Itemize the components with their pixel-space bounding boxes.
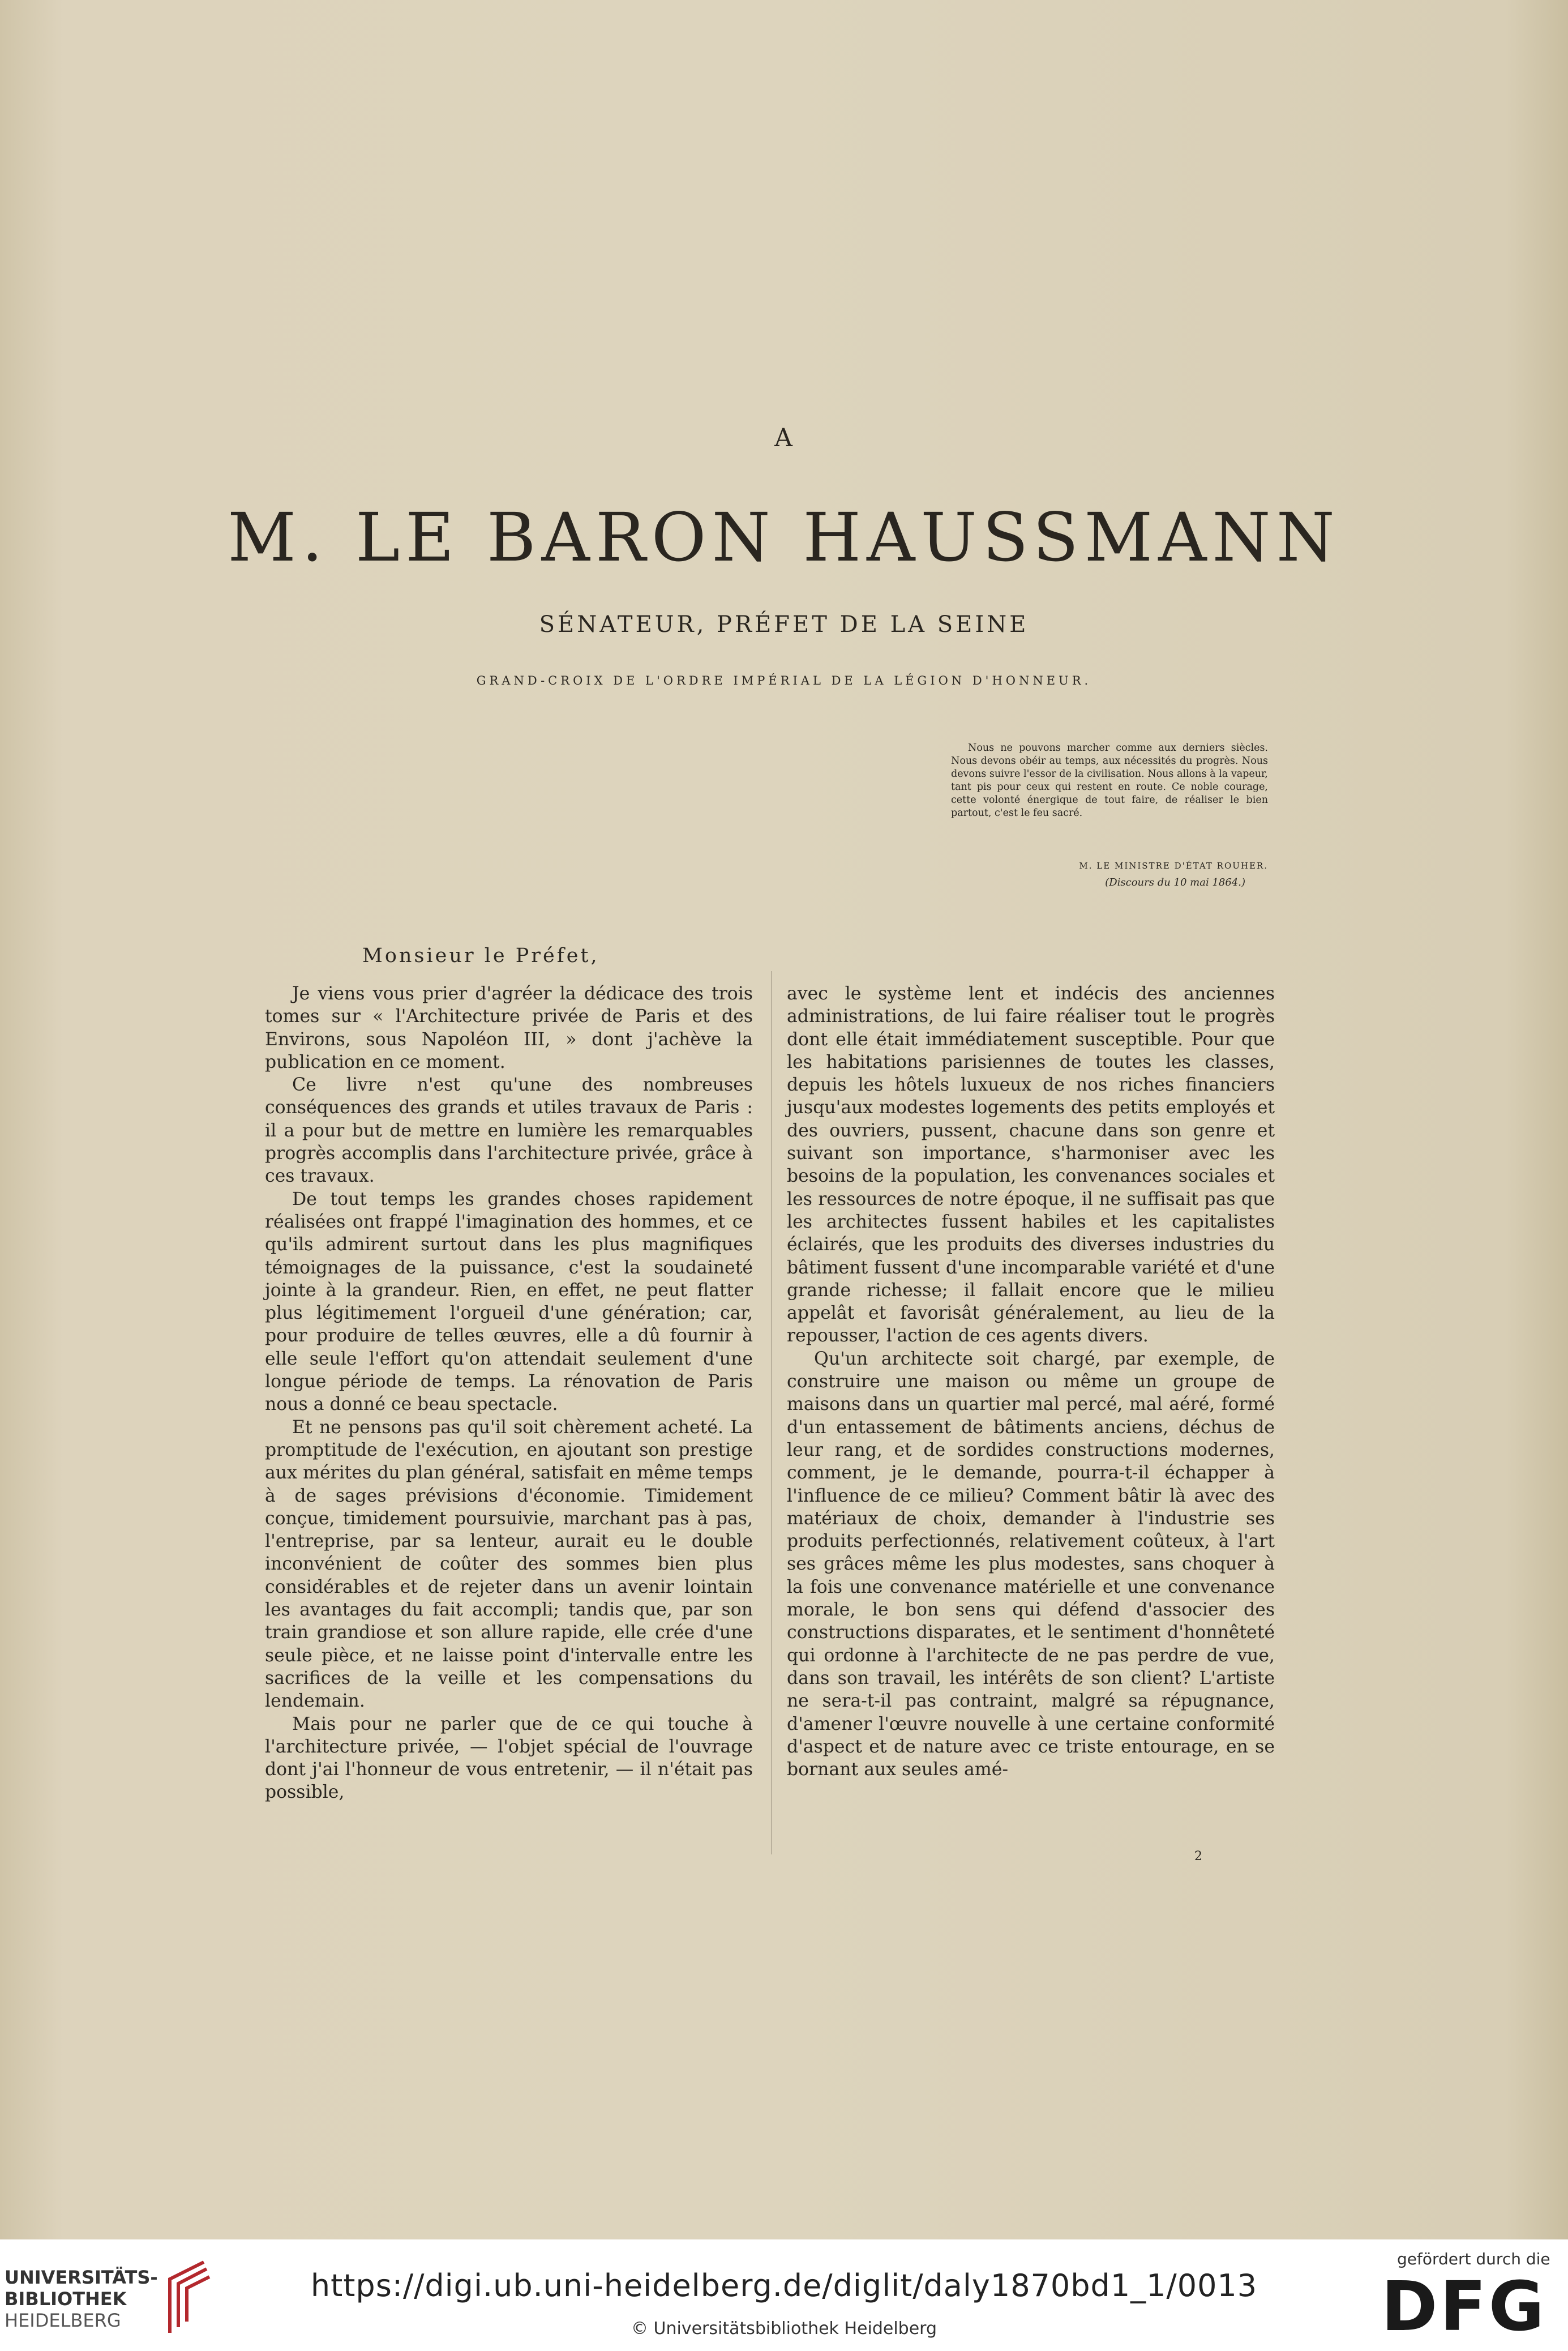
paragraph: Ce livre n'est qu'une des nombreuses conséquences des grands et utiles travaux de Paris : il a pour but de mettre en lumière les remarquables progrès accomplis dans l'architecture privée, grâce à ces travaux. bbox=[265, 1075, 753, 1187]
epigraph-attribution: M. LE MINISTRE D'ÉTAT ROUHER. bbox=[1079, 861, 1268, 871]
paragraph: avec le système lent et indécis des anciennes administrations, de lui faire réaliser tout le progrès dont elle était immédiatement susceptible. Pour que les habitations parisiennes de toutes les classes, depuis les hôtels luxueux de nos riches financiers jusqu'aux modestes logements des petits employés et des ouvriers, pussent, chacune dans son genre et suivant son importance, s'harmoniser avec les besoins de la population, les convenances sociales et les ressources de notre époque, il ne suffisait pas que les architectes fussent habiles et les capitalistes éclairés, que les produits des diverses industries du bâtiment fussent d'une incomparable variété et d'une grande richesse; il fallait encore que le milieu appelât et favorisât généralement, au lieu de la repousser, l'action de ces agents divers. bbox=[787, 984, 1275, 1347]
library-line: HEIDELBERG bbox=[5, 2310, 121, 2331]
right-column bbox=[787, 982, 1275, 1781]
page-title: M. LE BARON HAUSSMANN bbox=[228, 498, 1340, 576]
paragraph: Qu'un architecte soit chargé, par exemple, de construire une maison ou même un groupe de maisons dans un quartier mal percé, mal aéré, formé d'un entassement de bâtiments anciens, déchus de leur rang, et de sordides constructions modernes, comment, je le demande, pourra-t-il échapper à l'influence de ce milieu? Comment bâtir là avec des matériaux de choix, demander à l'industrie ses produits perfectionnés, relativement coûteux, à l'art ses grâces même les plus modestes, sans choquer à la fois une convenance matérielle et une convenance morale, le bon sens qui défend d'associer des constructions disparates, et le sentiment d'honnêteté qui ordonne à l'architecte de ne pas perdre de vue, dans son travail, les intérêts de son client? L'artiste ne sera-t-il pas contraint, malgré sa répugnance, d'amener l'œuvre nouvelle à une certaine conformité d'aspect et de nature avec ce triste entourage, en se bornant aux seules amé- bbox=[787, 1348, 1275, 1780]
dedication-letter: A bbox=[774, 424, 794, 452]
footer-bar bbox=[0, 2239, 1568, 2351]
permalink-url[interactable]: https://digi.ub.uni-heidelberg.de/diglit/daly1870bd1_1/0013 bbox=[310, 2268, 1258, 2303]
signature-mark: 2 bbox=[1194, 1849, 1202, 1863]
subtitle: SÉNATEUR, PRÉFET DE LA SEINE bbox=[539, 612, 1029, 638]
salutation: Monsieur le Préfet, bbox=[362, 944, 599, 967]
epigraph-source: (Discours du 10 mai 1864.) bbox=[1105, 877, 1245, 888]
funded-by-label: gefördert durch die bbox=[1397, 2250, 1550, 2268]
paragraph: Je viens vous prier d'agréer la dédicace des trois tomes sur « l'Architecture privée de Paris et des Environs, sous Napoléon III, » dont j'achève la publication en ce moment. bbox=[265, 984, 753, 1072]
honor-line: GRAND-CROIX DE L'ORDRE IMPÉRIAL DE LA LÉGION D'HONNEUR. bbox=[476, 674, 1092, 687]
paragraph: De tout temps les grandes choses rapidement réalisées ont frappé l'imagination des hommes, et ce qu'ils admirent surtout dans les plus magnifiques témoignages de la puissance, c'est la soudaineté jointe à la grandeur. Rien, en effet, ne peut flatter plus légitimement l'orgueil d'une génération; car, pour produire de telles œuvres, elle a dû fournir à elle seule l'effort qu'on attendait seulement d'une longue période de temps. La rénovation de Paris nous a donné ce beau spectacle. bbox=[265, 1189, 753, 1415]
library-line: BIBLIOTHEK bbox=[5, 2288, 127, 2310]
epigraph bbox=[951, 742, 1268, 820]
copyright: © Universitätsbibliothek Heidelberg bbox=[631, 2319, 937, 2339]
paragraph: Et ne pensons pas qu'il soit chèrement acheté. La promptitude de l'exécution, en ajoutant son prestige aux mérites du plan général, satisfait en même temps à de sages prévisions d'économie. Timidement conçue, timidement poursuivie, marchant pas à pas, l'entreprise, par sa lenteur, aurait eu le double inconvénient de coûter des sommes bien plus considérables et de rejeter dans un avenir lointain les avantages du fait accompli; tandis que, par son train grandiose et son allure rapide, elle crée d'une seule pièce, et ne laisse point d'intervalle entre les sacrifices de la veille et les compensations du lendemain. bbox=[265, 1417, 753, 1712]
library-line: UNIVERSITÄTS- bbox=[5, 2267, 158, 2288]
paragraph: Mais pour ne parler que de ce qui touche à l'architecture privée, — l'objet spécial de l'ouvrage dont j'ai l'honneur de vous entretenir, — il n'était pas possible, bbox=[265, 1713, 753, 1803]
epigraph-text: Nous ne pouvons marcher comme aux derniers siècles. Nous devons obéir au temps, aux nécessités du progrès. Nous devons suivre l'essor de la civilisation. Nous allons à la vapeur, tant pis pour ceux qui restent en route. Ce noble courage, cette volonté énergique de tout faire, de réaliser le bien partout, c'est le feu sacré. bbox=[951, 742, 1268, 819]
left-column bbox=[265, 982, 753, 1804]
dfg-logo: DFG bbox=[1381, 2268, 1547, 2346]
